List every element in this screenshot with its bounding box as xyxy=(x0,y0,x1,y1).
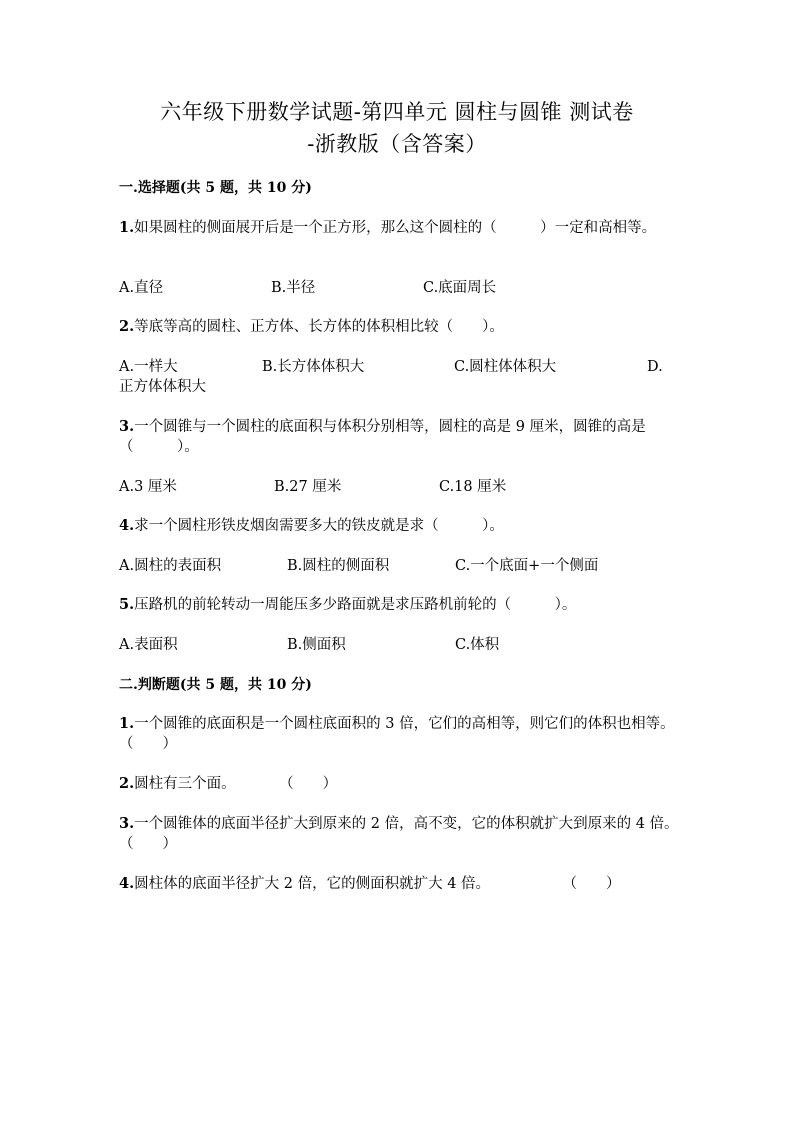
judge-question-3 xyxy=(119,814,715,854)
section-header-choice: 一.选择题(共 5 题，共 10 分) xyxy=(119,180,312,196)
option-a[interactable]: A.3 厘米 xyxy=(119,479,177,495)
question-text: 圆柱体的底面半径扩大 2 倍，它的侧面积就扩大 4 倍。 （ ） xyxy=(134,876,621,892)
question-text: 如果圆柱的侧面展开后是一个正方形，那么这个圆柱的（ ）一定和高相等。 xyxy=(134,220,657,236)
option-c[interactable]: C.圆柱体体积大 xyxy=(454,359,557,375)
choice-question-5 xyxy=(119,595,675,615)
choice-question-3 xyxy=(119,417,675,457)
page-title-line-1: 六年级下册数学试题-第四单元 圆柱与圆锥 测试卷 xyxy=(160,100,634,124)
question-number: 3. xyxy=(119,418,135,435)
choice-options-3 xyxy=(119,477,675,517)
page-title-line-2: -浙教版（含答案） xyxy=(307,132,487,156)
option-d-text[interactable]: 正方体体积大 xyxy=(119,379,206,395)
option-b[interactable]: B.圆柱的侧面积 xyxy=(287,558,390,574)
question-text: 等底等高的圆柱、正方体、长方体的体积相比较（ ）。 xyxy=(134,319,504,335)
option-a[interactable]: A.一样大 xyxy=(119,359,178,375)
choice-question-2 xyxy=(119,317,675,337)
judge-question-2 xyxy=(119,774,675,794)
question-number: 2. xyxy=(119,318,135,335)
option-a[interactable]: A.圆柱的表面积 xyxy=(119,558,222,574)
question-number: 1. xyxy=(119,219,135,236)
option-d[interactable]: D. xyxy=(647,359,663,375)
choice-options-1 xyxy=(119,278,675,318)
option-c[interactable]: C.一个底面+一个侧面 xyxy=(455,558,599,574)
question-text: 一个圆锥与一个圆柱的底面积与体积分别相等，圆柱的高是 9 厘米，圆锥的高是（ ）。 xyxy=(119,419,646,455)
question-text: 一个圆锥体的底面半径扩大到原来的 2 倍，高不变，它的体积就扩大到原来的 4 倍。 （ ） xyxy=(119,816,715,852)
question-number: 4. xyxy=(119,517,135,534)
choice-question-1 xyxy=(119,218,675,238)
option-c[interactable]: C.18 厘米 xyxy=(439,479,507,495)
option-b[interactable]: B.半径 xyxy=(271,280,316,296)
choice-question-4 xyxy=(119,516,675,536)
choice-options-4 xyxy=(119,556,675,596)
option-c[interactable]: C.体积 xyxy=(455,637,500,653)
choice-options-5 xyxy=(119,635,675,675)
question-text: 一个圆锥的底面积是一个圆柱底面积的 3 倍，它们的高相等，则它们的体积也相等。 （ ） xyxy=(119,716,726,752)
question-number: 2. xyxy=(119,775,135,792)
option-b[interactable]: B.长方体体积大 xyxy=(262,359,365,375)
option-a[interactable]: A.表面积 xyxy=(119,637,178,653)
option-b[interactable]: B.侧面积 xyxy=(287,637,346,653)
option-b[interactable]: B.27 厘米 xyxy=(274,479,342,495)
judge-question-1 xyxy=(119,714,726,754)
question-text: 圆柱有三个面。 （ ） xyxy=(134,776,338,792)
question-number: 4. xyxy=(119,875,135,892)
question-number: 3. xyxy=(119,815,135,832)
judge-question-4 xyxy=(119,874,675,894)
option-a[interactable]: A.直径 xyxy=(119,280,164,296)
question-text: 求一个圆柱形铁皮烟囱需要多大的铁皮就是求（ ）。 xyxy=(134,518,504,534)
option-c[interactable]: C.底面周长 xyxy=(423,280,497,296)
choice-options-2 xyxy=(119,357,675,397)
question-number: 5. xyxy=(119,596,135,613)
question-number: 1. xyxy=(119,715,135,732)
question-text: 压路机的前轮转动一周能压多少路面就是求压路机前轮的（ ）。 xyxy=(134,597,577,613)
section-header-judge: 二.判断题(共 5 题，共 10 分) xyxy=(119,677,312,693)
